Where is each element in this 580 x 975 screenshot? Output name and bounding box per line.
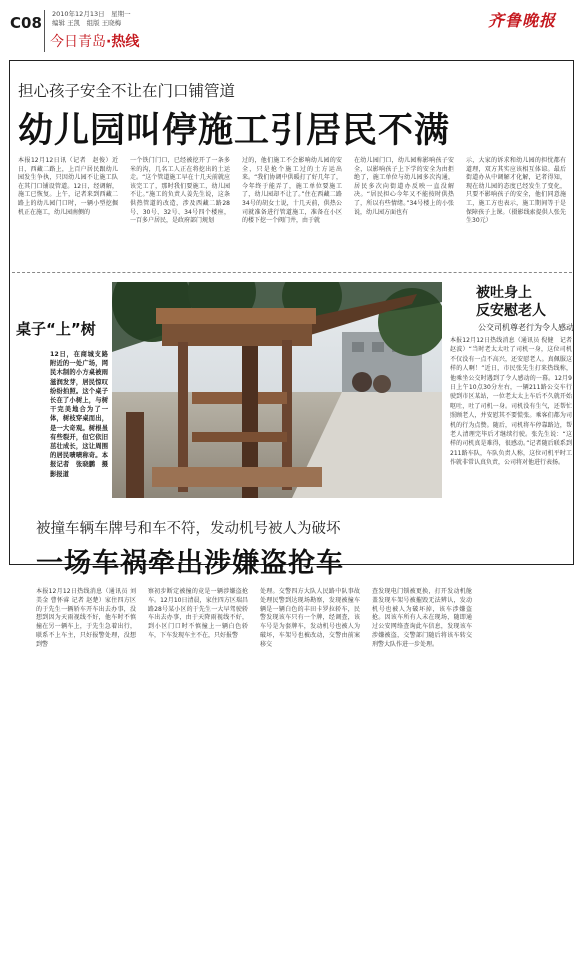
story1-body — [18, 157, 573, 265]
photo-story-caption: 12日，在商城支路附近的一处广场，网民木制的小方桌被雨滋润发芽，居民惊叹纷纷拍照。这个桌子长在了小树上，与树干完美地合为了一体，树枝穿桌而出，是一大奇观。树根虽有些裂开，但它依旧茁壮成长，这让周围的居民啧啧称奇。本报记者 张晓鹏 摄影报道 — [50, 351, 108, 478]
newspaper-logo: 齐鲁晚报 — [488, 11, 557, 30]
story1-col-1: 本报12月12日讯（记者 赵俊）近日，西藏二路上，上百户居民跟幼儿园发生争执，只因幼儿园不让施工队在其门口铺设管道。12日，经调解，施工已恢复。上午，记者来到西藏二路上的幼儿园门口时，一辆小型挖掘机正在施工，幼儿园南侧的 — [18, 157, 118, 216]
page-number: C08 — [10, 14, 42, 32]
section-suffix: ·热线 — [106, 34, 140, 50]
story2-col-4: 查发现电门锁被更换，打开发动机舱盖发现车架号被摧毁无法辨认，发动机号也被人为破坏掉，该车涉嫌盗抢。因该车所有人未在现场，随即通过公安网络查询此车信息，发现该车涉嫌被盗，交警部门随后将该车转交刑警大队作进一步处理。 — [372, 588, 472, 648]
story2-body — [36, 588, 472, 700]
header-divider — [44, 10, 45, 52]
section-prefix: 今日青岛 — [50, 34, 106, 50]
story2-col-2: 察初步断定被撞的竟是一辆涉嫌盗抢车。12月10日清晨，家住四方区瑞昌路28号某小区的于先生一大早驾驶轿车出去办事，由于天降雨视线不好，到小区门口时不慎撞上一辆白色轿车，下车发现车主不在，只好报警 — [148, 588, 248, 639]
issue-date: 2010年12月13日 星期一 — [52, 10, 131, 18]
story1-headline: 幼儿园叫停施工引居民不满 — [18, 111, 451, 151]
story3-kicker-line2: 反安慰老人 — [476, 303, 546, 319]
story1-col-2: 一个铁门门口，已经被挖开了一条多米的沟，几名工人正在将挖出的土运走。“这个管道施工早在十几天前就应该完工了，那时我们要施工，幼儿园不让。”施工的负责人姜先生说，这条供热管道的改造，涉及西藏二路28号、30号、32号、34号四个楼座，一百多户居民，是政府部门规划 — [130, 157, 230, 225]
story2-col-3: 处理。交警四方大队人民路中队事故处理民警到达现场勘察，发现被撞车辆是一辆白色的丰田卡罗拉轿车，民警发现该车只有一个牌，经调查，该车号是为套牌车，发动机号也被人为破坏，车架号也被改动，交警由前案移交 — [260, 588, 360, 648]
story3-kicker — [476, 284, 572, 320]
story2-headline: 一场车祸牵出涉嫌盗抢车 — [36, 548, 344, 579]
story3-kicker-line1: 被吐身上 — [476, 285, 532, 301]
editor-credits: 编辑 王凯 组版 王晓梅 — [52, 19, 122, 27]
section-divider — [12, 272, 572, 273]
story3-subtitle: 公交司机尊老行为令人感动 — [478, 323, 574, 332]
story2-col-1: 本报12月12日热线消息（通讯员 刘美金 曹怀睿 记者 赵楚）家住四方区的于先生一辆轿车开车出去办事，没想到因为天雨视线不好，他车时不慎撞在另一辆车上，于先生急着出行，联系不上车主，只好报警处理，没想到警 — [36, 588, 136, 648]
story1-col-4: 在幼儿园门口，幼儿园称影响孩子安全，以影响孩子上下学的安全为由拒绝了，施工单位与幼儿园多次沟通，居民多次向街道办反映一直没解决。“居民担心今年又不能按时供热了，所以有些情绪。”34号楼上的小张说，幼儿园方面也有 — [354, 157, 454, 216]
story1-kicker: 担心孩子安全不让在门口铺管道 — [18, 82, 236, 100]
tree-table-photo — [112, 282, 442, 498]
photo-story-title: 桌子“上”树 — [16, 320, 96, 338]
story2-kicker: 被撞车辆车牌号和车不符，发动机号被人为破坏 — [36, 521, 341, 537]
section-title — [50, 31, 139, 51]
story1-col-3: 过的，他们施工不会影响幼儿园的安全，只是抢个施工过的土方运出来。“我们协调中供暖打了好几年了，今年终于能弄了，施工单位要施工了，幼儿园却不让了。”住在西藏二路34号的胡女士说，十几天前，供热公司就准备进行管道施工，准备在小区的楼下挖一个阀门井，由于就 — [242, 157, 342, 225]
story3-body: 本报12月12日热线消息（通讯员 倪健 记者 赵波）“当时老太太吐了司机一身，这位司机不仅没有一点不高兴，还安慰老人。真佩服这样的人啊！”近日，市民张先生打来热线称，他乘坐公交时遇到了令人感动的一幕。12月9日上午10点30分左右，一辆211路公交车行驶到市区某站，一位老太太上车后不久就开始呕吐，吐了司机一身。司机没有生气，还帮忙照顾老人，并安慰其不要慌张。乘客们都为司机的行为点赞。随后，司机将车停靠路边，帮老人清理完毕后才继续行驶。张先生说：“这样的司机真是难得，很感动。”记者随后联系到211路车队，车队负责人称，这位司机平时工作就非常认真负责，公司将对他进行表扬。 — [450, 337, 572, 467]
story1-col-5: 示，大家的诉求和幼儿园的担忧都有道理，双方其实应该相互体谅。最后街道办从中调解才化解，记者得知，现在幼儿园的态度已经发生了变化，只要不影响孩子的安全，他们同意施工，施工方也表示，施工期间等于是保障孩子上课。（摄影线索提供人张先生30元） — [466, 157, 566, 225]
